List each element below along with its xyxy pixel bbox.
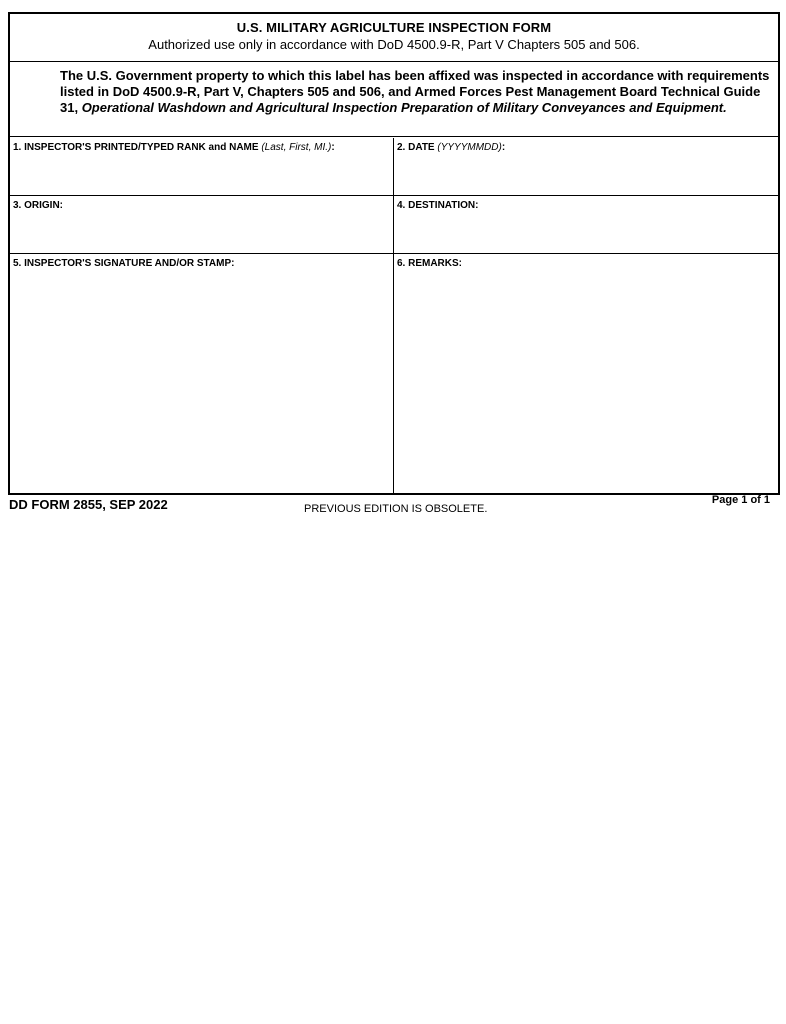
remarks-label: 6. REMARKS: (397, 258, 463, 269)
inspector-name-label-text: 1. INSPECTOR'S PRINTED/TYPED RANK and NAME (13, 142, 262, 153)
inspector-name-input[interactable] (13, 156, 390, 192)
statement-italic: Operational Washdown and Agricultural Inspection Preparation of Military Conveyances and Equipment. (81, 100, 727, 115)
inspector-name-label (13, 142, 335, 153)
inspector-name-label-suffix: : (331, 142, 335, 153)
date-label-text: 2. DATE (397, 142, 438, 153)
signature-input[interactable] (13, 272, 390, 490)
statement-text (60, 68, 778, 116)
destination-label: 4. DESTINATION: (397, 200, 479, 211)
origin-field (10, 196, 394, 254)
obsolete-notice: PREVIOUS EDITION IS OBSOLETE. (304, 503, 488, 515)
form-number: DD FORM 2855, SEP 2022 (9, 497, 168, 512)
signature-field (10, 254, 394, 493)
page-number: Page 1 of 1 (711, 494, 770, 506)
statement-plain: The U.S. Government property to which this label has been affixed was inspected in accordance with requirements listed in DoD 4500.9-R, Part V, Chapters 505 and 506, and Armed Forces Pest Management Board Technical Guide 31, (60, 68, 770, 115)
form-subtitle: Authorized use only in accordance with DoD 4500.9-R, Part V Chapters 505 and 506. (148, 37, 640, 52)
destination-field (394, 196, 778, 254)
destination-input[interactable] (397, 214, 775, 250)
remarks-input[interactable] (397, 272, 775, 490)
inspector-name-field (10, 138, 394, 196)
date-hint: (YYYYMMDD) (437, 142, 502, 153)
form-title: U.S. MILITARY AGRICULTURE INSPECTION FORM (236, 20, 552, 35)
inspector-name-hint: (Last, First, MI.) (261, 142, 332, 153)
inspection-statement (10, 61, 778, 137)
origin-input[interactable] (13, 214, 390, 250)
form-header (10, 14, 778, 62)
date-input[interactable] (397, 156, 775, 192)
date-field (394, 138, 778, 196)
date-label (397, 142, 505, 153)
origin-label: 3. ORIGIN: (13, 200, 64, 211)
date-label-suffix: : (501, 142, 506, 153)
signature-label: 5. INSPECTOR'S SIGNATURE AND/OR STAMP: (13, 258, 235, 269)
inspection-form (8, 12, 780, 495)
remarks-field (394, 254, 778, 493)
